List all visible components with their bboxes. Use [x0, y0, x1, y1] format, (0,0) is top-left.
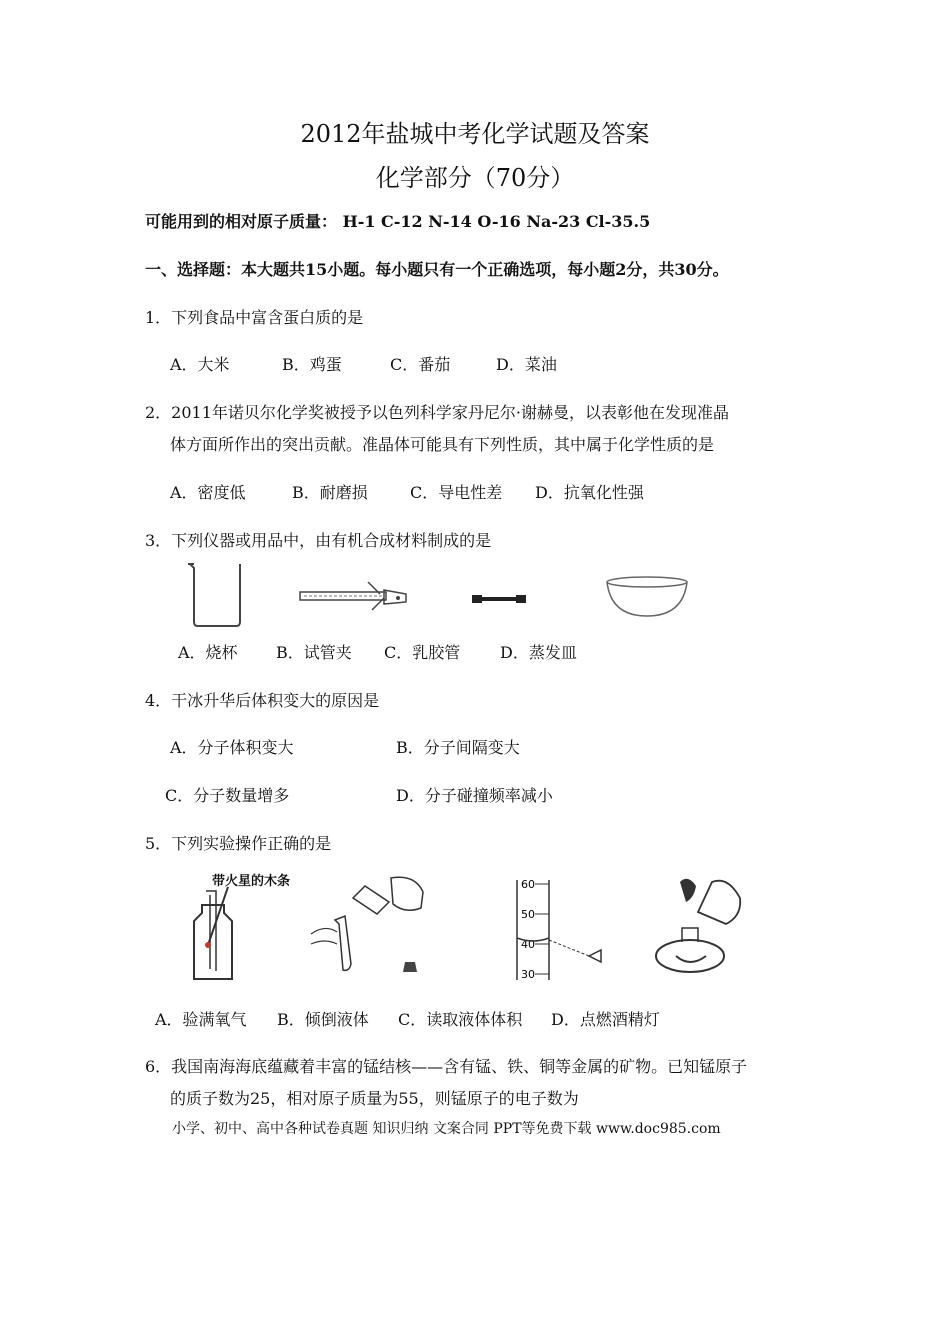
beaker-image — [186, 560, 248, 628]
atomic-masses-note: 可能用到的相对原子质量： H-1 C-12 N-14 O-16 Na-23 Cl-35.5 — [145, 212, 651, 231]
rubber-tube-image — [470, 592, 528, 606]
question-2-option-d: D．抗氧化性强 — [535, 483, 644, 502]
section-heading: 一、选择题：本大题共15小题。每小题只有一个正确选项，每小题2分，共30分。 — [145, 260, 729, 279]
question-5-option-d: D．点燃酒精灯 — [551, 1010, 660, 1029]
question-1-option-c: C．番茄 — [390, 355, 451, 374]
question-1-option-d: D．菜油 — [496, 355, 557, 374]
question-3-option-d: D．蒸发皿 — [500, 643, 577, 662]
gas-collection-bottle-image — [188, 885, 298, 985]
question-5-option-c: C．读取液体体积 — [398, 1010, 523, 1029]
question-3-option-b: B．试管夹 — [276, 643, 352, 662]
question-1-option-a: A．大米 — [170, 355, 230, 374]
question-4-stem: 4．干冰升华后体积变大的原因是 — [145, 691, 380, 710]
cylinder-tick-30: 30 — [521, 968, 535, 981]
cylinder-tick-60: 60 — [521, 878, 535, 891]
cylinder-tick-50: 50 — [521, 908, 535, 921]
question-3-stem: 3．下列仪器或用品中，由有机合成材料制成的是 — [145, 531, 492, 550]
figure-label-glowing-splint: 带火星的木条 — [212, 874, 291, 889]
question-4-option-d: D．分子碰撞频率减小 — [396, 786, 553, 805]
graduated-cylinder-image — [505, 876, 625, 984]
page-subtitle: 化学部分（70分） — [375, 164, 575, 192]
question-2-option-b: B．耐磨损 — [292, 483, 368, 502]
question-1-option-b: B．鸡蛋 — [282, 355, 342, 374]
question-3-option-c: C．乳胶管 — [384, 643, 461, 662]
question-4-option-b: B．分子间隔变大 — [396, 738, 520, 757]
pouring-liquid-image — [305, 868, 435, 978]
question-5-stem: 5．下列实验操作正确的是 — [145, 834, 332, 853]
question-4-option-c: C．分子数量增多 — [165, 786, 290, 805]
page-title: 2012年盐城中考化学试题及答案 — [300, 120, 650, 148]
question-3-option-a: A．烧杯 — [178, 643, 238, 662]
question-6-stem-line-1: 6．我国南海海底蕴藏着丰富的锰结核——含有锰、铁、铜等金属的矿物。已知锰原子 — [145, 1057, 748, 1076]
footer-note: 小学、初中、高中各种试卷真题 知识归纳 文案合同 PPT等免费下载 www.doc985.com — [172, 1121, 721, 1137]
question-6-stem-line-2: 的质子数为25，相对原子质量为55，则锰原子的电子数为 — [170, 1089, 579, 1108]
question-4-option-a: A．分子体积变大 — [170, 738, 294, 757]
question-2-option-c: C．导电性差 — [410, 483, 503, 502]
question-2-stem-line-1: 2．2011年诺贝尔化学奖被授予以色列科学家丹尼尔·谢赫曼，以表彰他在发现准晶 — [145, 403, 729, 422]
alcohol-lamp-image — [650, 872, 750, 980]
question-2-option-a: A．密度低 — [170, 483, 246, 502]
question-5-option-b: B．倾倒液体 — [277, 1010, 369, 1029]
question-2-stem-line-2: 体方面所作出的突出贡献。准晶体可能具有下列性质，其中属于化学性质的是 — [170, 435, 715, 454]
test-tube-clamp-image — [298, 580, 410, 614]
cylinder-tick-40: 40 — [521, 938, 535, 951]
question-1-stem: 1．下列食品中富含蛋白质的是 — [145, 308, 364, 327]
question-5-option-a: A．验满氧气 — [155, 1010, 247, 1029]
evaporating-dish-image — [605, 574, 689, 618]
